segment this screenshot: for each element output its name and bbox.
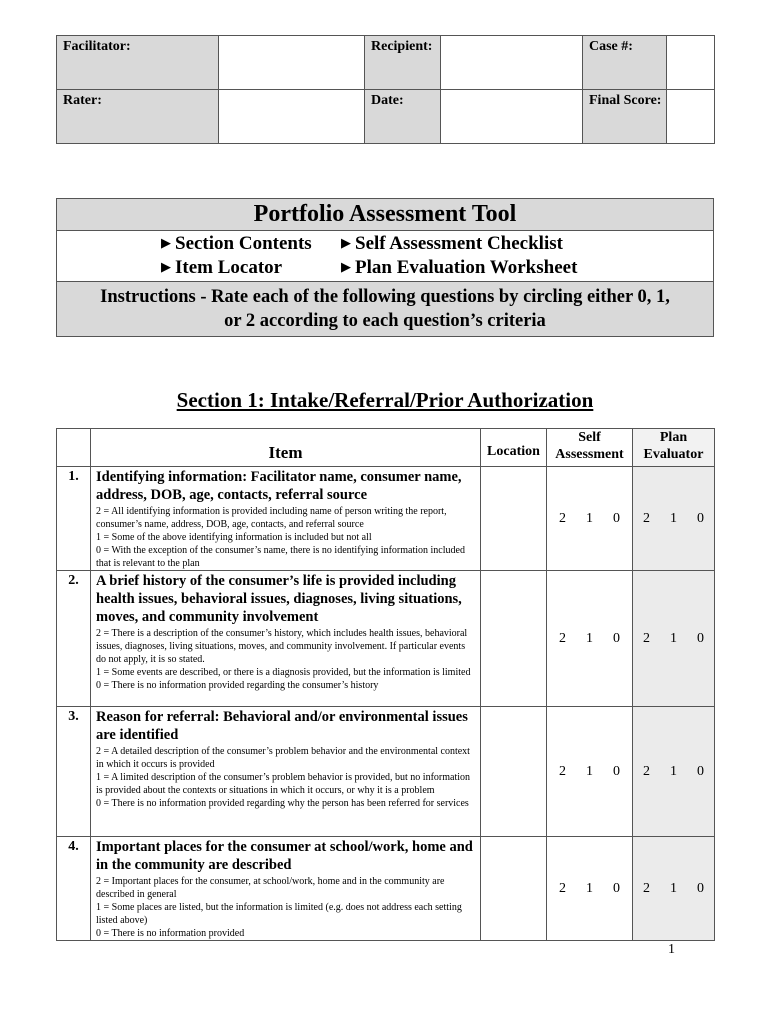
items-table <box>56 428 715 941</box>
triangle-right-icon: ▶ <box>161 259 171 274</box>
criterion: 1 = Some places are listed, but the information is limited (e.g. does not address each setting listed above) <box>96 902 462 926</box>
item-cell <box>91 707 481 837</box>
recipient-label: Recipient: <box>365 36 441 90</box>
score-option[interactable]: 0 <box>613 880 620 896</box>
score-option[interactable]: 1 <box>670 763 677 779</box>
score-option[interactable]: 1 <box>586 880 593 896</box>
criterion: 2 = Important places for the consumer, at school/work, home and in the community are described in general <box>96 876 445 900</box>
table-row <box>57 571 715 707</box>
criterion: 0 = There is no information provided <box>96 928 245 939</box>
item-criteria <box>96 745 476 810</box>
date-label: Date: <box>365 90 441 144</box>
item-locator-link[interactable]: ▶ Item Locator <box>161 257 283 278</box>
triangle-right-icon: ▶ <box>341 259 351 274</box>
score-option[interactable]: 0 <box>613 763 620 779</box>
score-option[interactable]: 2 <box>559 763 566 779</box>
item-header: Item <box>91 429 481 467</box>
location-cell[interactable] <box>481 467 547 571</box>
score-option[interactable]: 2 <box>643 630 650 646</box>
self-assessment-link[interactable]: ▶ Self Assessment Checklist <box>341 233 563 254</box>
rater-field[interactable] <box>219 90 365 144</box>
instructions: Instructions - Rate each of the following questions by circling either 0, 1, or 2 according to each question’s criteria <box>57 282 713 336</box>
plan-evaluator-scores <box>633 571 715 707</box>
criterion: 0 = There is no information provided regarding why the person has been referred for services <box>96 798 469 809</box>
facilitator-field[interactable] <box>219 36 365 90</box>
score-option[interactable]: 1 <box>670 510 677 526</box>
page-number: 1 <box>668 942 675 957</box>
self-assessment-scores <box>547 571 633 707</box>
triangle-right-icon: ▶ <box>161 235 171 250</box>
self-assessment-scores <box>547 837 633 941</box>
criterion: 0 = With the exception of the consumer’s name, there is no identifying information included that is relevant to the plan <box>96 545 465 569</box>
final-score-field[interactable] <box>667 90 715 144</box>
score-option[interactable]: 2 <box>643 880 650 896</box>
score-option[interactable]: 2 <box>559 880 566 896</box>
criterion: 1 = A limited description of the consumer’s problem behavior is provided, but no information is provided about the contexts or situations in which it occurs, or why it is a problem <box>96 772 471 796</box>
item-title: Reason for referral: Behavioral and/or environmental issues are identified <box>96 709 468 743</box>
num-header <box>57 429 91 467</box>
item-title: A brief history of the consumer’s life is provided including health issues, behavioral issues, diagnoses, living situations, moves, and community involvement <box>96 573 462 625</box>
item-criteria <box>96 505 476 570</box>
item-number: 2. <box>57 571 91 707</box>
criterion: 1 = Some events are described, or there is a diagnosis provided, but the information is limited <box>96 667 471 678</box>
score-option[interactable]: 0 <box>697 630 704 646</box>
score-option[interactable]: 2 <box>559 630 566 646</box>
score-option[interactable]: 1 <box>586 630 593 646</box>
item-number: 1. <box>57 467 91 571</box>
location-cell[interactable] <box>481 707 547 837</box>
item-criteria <box>96 627 476 692</box>
score-option[interactable]: 0 <box>697 763 704 779</box>
date-field[interactable] <box>441 90 583 144</box>
criterion: 2 = All identifying information is provided including name of person writing the report, consumer’s name, address, DOB, age, contacts, and referral source <box>96 506 447 530</box>
header-info-table <box>56 35 715 144</box>
plan-evaluation-link[interactable]: ▶ Plan Evaluation Worksheet <box>341 257 578 278</box>
criterion: 2 = There is a description of the consumer’s history, which includes health issues, behavioral issues, diagnoses, living situations, moves, and community involvement. If particular events do not apply, it is so stated. <box>96 628 468 665</box>
score-option[interactable]: 0 <box>697 510 704 526</box>
table-header-row <box>57 429 715 467</box>
item-title: Identifying information: Facilitator name, consumer name, address, DOB, age, contacts, referral source <box>96 469 462 503</box>
tool-links <box>57 231 713 282</box>
plan-evaluator-scores <box>633 467 715 571</box>
final-score-label: Final Score: <box>583 90 667 144</box>
plan-evaluator-scores <box>633 837 715 941</box>
tool-title: Portfolio Assessment Tool <box>57 199 713 231</box>
score-option[interactable]: 2 <box>643 763 650 779</box>
table-row <box>57 837 715 941</box>
criterion: 1 = Some of the above identifying information is included but not all <box>96 532 372 543</box>
score-option[interactable]: 2 <box>559 510 566 526</box>
item-criteria <box>96 875 476 940</box>
location-cell[interactable] <box>481 837 547 941</box>
table-row <box>57 707 715 837</box>
facilitator-label: Facilitator: <box>57 36 219 90</box>
score-option[interactable]: 0 <box>613 510 620 526</box>
case-label: Case #: <box>583 36 667 90</box>
plan-evaluator-header: Plan Evaluator <box>633 429 715 467</box>
recipient-field[interactable] <box>441 36 583 90</box>
item-number: 4. <box>57 837 91 941</box>
section-title: Section 1: Intake/Referral/Prior Authorization <box>176 388 594 412</box>
score-option[interactable]: 0 <box>613 630 620 646</box>
score-option[interactable]: 1 <box>586 510 593 526</box>
criterion: 0 = There is no information provided regarding the consumer’s history <box>96 680 379 691</box>
score-option[interactable]: 1 <box>670 880 677 896</box>
case-field[interactable] <box>667 36 715 90</box>
score-option[interactable]: 1 <box>670 630 677 646</box>
self-assessment-scores <box>547 467 633 571</box>
triangle-right-icon: ▶ <box>341 235 351 250</box>
item-cell <box>91 467 481 571</box>
assessment-tool-box <box>56 198 714 337</box>
location-header: Location <box>481 429 547 467</box>
criterion: 2 = A detailed description of the consumer’s problem behavior and the environmental context in which it occurs is provided <box>96 746 470 770</box>
self-assessment-scores <box>547 707 633 837</box>
location-cell[interactable] <box>481 571 547 707</box>
score-option[interactable]: 2 <box>643 510 650 526</box>
section-contents-link[interactable]: ▶ Section Contents <box>161 233 312 254</box>
item-number: 3. <box>57 707 91 837</box>
score-option[interactable]: 1 <box>586 763 593 779</box>
rater-label: Rater: <box>57 90 219 144</box>
item-title: Important places for the consumer at school/work, home and in the community are described <box>96 839 473 873</box>
item-cell <box>91 837 481 941</box>
item-cell <box>91 571 481 707</box>
self-assessment-header: Self Assessment <box>547 429 633 467</box>
score-option[interactable]: 0 <box>697 880 704 896</box>
plan-evaluator-scores <box>633 707 715 837</box>
table-row <box>57 467 715 571</box>
